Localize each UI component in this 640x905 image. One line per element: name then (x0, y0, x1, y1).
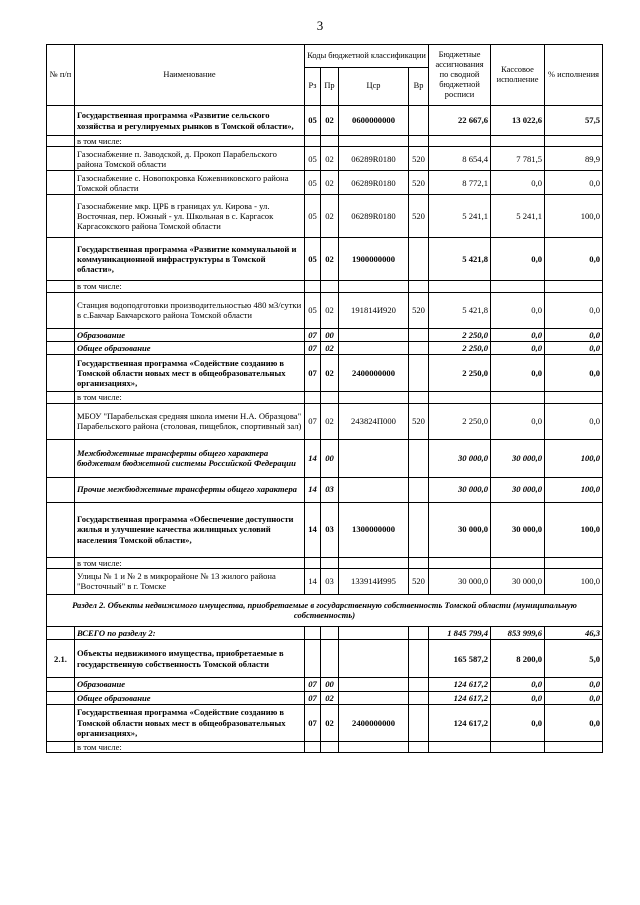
row-pct: 100,0 (545, 568, 603, 594)
table-row (47, 403, 603, 439)
row-cash: 8 200,0 (491, 640, 545, 678)
row-num: 2.1. (47, 640, 75, 678)
row-cash: 30 000,0 (491, 439, 545, 477)
row-rz: 07 (305, 341, 321, 354)
row-rz: 07 (305, 691, 321, 704)
row-pr: 02 (321, 147, 339, 171)
row-assign: 165 587,2 (429, 640, 491, 678)
table-row (47, 741, 603, 752)
row-num (47, 328, 75, 341)
row-pr (321, 626, 339, 639)
row-csr (339, 439, 409, 477)
row-csr: 191814И920 (339, 292, 409, 328)
row-vr (409, 557, 429, 568)
row-name: МБОУ "Парабельская средняя школа имени Н.А. Образцова" Парабельского района (столовая, пищеблок, спортивный зал) (75, 403, 305, 439)
row-csr: 06289R0180 (339, 147, 409, 171)
row-num (47, 704, 75, 741)
row-rz: 05 (305, 195, 321, 238)
row-name: Общее образование (75, 341, 305, 354)
table-row (47, 640, 603, 678)
row-num (47, 502, 75, 557)
header-vr: Вр (409, 68, 429, 106)
row-csr: 1900000000 (339, 238, 409, 281)
table-row (47, 691, 603, 704)
row-vr (409, 392, 429, 403)
row-num (47, 439, 75, 477)
row-cash: 30 000,0 (491, 568, 545, 594)
header-num: № п/п (47, 45, 75, 106)
row-vr: 520 (409, 147, 429, 171)
row-num (47, 195, 75, 238)
row-vr (409, 477, 429, 502)
row-csr (339, 640, 409, 678)
row-num (47, 691, 75, 704)
row-cash: 0,0 (491, 328, 545, 341)
row-rz (305, 281, 321, 292)
row-pct: 0,0 (545, 238, 603, 281)
row-cash: 13 022,6 (491, 106, 545, 136)
row-pr: 02 (321, 106, 339, 136)
row-pr: 00 (321, 678, 339, 691)
header-rz: Рз (305, 68, 321, 106)
row-pr: 02 (321, 691, 339, 704)
row-cash (491, 741, 545, 752)
row-csr (339, 678, 409, 691)
row-name: в том числе: (75, 741, 305, 752)
table-row (47, 439, 603, 477)
row-assign: 22 667,6 (429, 106, 491, 136)
row-assign: 30 000,0 (429, 502, 491, 557)
row-assign: 124 617,2 (429, 678, 491, 691)
table-row (47, 328, 603, 341)
row-num (47, 626, 75, 639)
row-name: в том числе: (75, 392, 305, 403)
row-pr: 02 (321, 355, 339, 392)
row-rz: 05 (305, 238, 321, 281)
row-csr (339, 741, 409, 752)
table-row (47, 392, 603, 403)
row-rz: 05 (305, 171, 321, 195)
row-num (47, 171, 75, 195)
row-pr: 00 (321, 439, 339, 477)
row-pct: 0,0 (545, 355, 603, 392)
table-row (47, 281, 603, 292)
row-pct: 5,0 (545, 640, 603, 678)
row-vr (409, 136, 429, 147)
row-vr (409, 704, 429, 741)
row-csr (339, 328, 409, 341)
row-pr (321, 557, 339, 568)
table-row (47, 557, 603, 568)
row-pct: 89,9 (545, 147, 603, 171)
row-pr: 00 (321, 328, 339, 341)
row-num (47, 392, 75, 403)
row-cash: 5 241,1 (491, 195, 545, 238)
row-pr (321, 281, 339, 292)
row-vr (409, 626, 429, 639)
section-1-rows (47, 106, 603, 595)
row-name: Газоснабжение п. Заводской, д. Прокоп Парабельского района Томской области (75, 147, 305, 171)
row-num (47, 557, 75, 568)
table-row (47, 171, 603, 195)
row-pr: 02 (321, 238, 339, 281)
row-num (47, 678, 75, 691)
row-name: Межбюджетные трансферты общего характера бюджетам бюджетной системы Российской Федерации (75, 439, 305, 477)
row-csr (339, 136, 409, 147)
row-name: в том числе: (75, 281, 305, 292)
row-csr (339, 557, 409, 568)
row-rz: 05 (305, 292, 321, 328)
row-csr: 1300000000 (339, 502, 409, 557)
row-assign: 124 617,2 (429, 704, 491, 741)
row-csr: 06289R0180 (339, 195, 409, 238)
row-pr (321, 640, 339, 678)
row-cash (491, 281, 545, 292)
row-pct: 0,0 (545, 328, 603, 341)
row-name: Газоснабжение мкр. ЦРБ в границах ул. Кирова - ул. Восточная, пер. Южный - ул. Школьная в с. Каргасок Каргасокского района Томской области (75, 195, 305, 238)
row-cash: 0,0 (491, 704, 545, 741)
row-pr: 03 (321, 568, 339, 594)
row-pct: 100,0 (545, 195, 603, 238)
row-num (47, 238, 75, 281)
row-vr (409, 741, 429, 752)
row-rz (305, 136, 321, 147)
row-name: Государственная программа «Развитие коммунальной и коммуникационной инфраструктуры в Томской области», (75, 238, 305, 281)
row-assign: 30 000,0 (429, 477, 491, 502)
row-pct: 0,0 (545, 691, 603, 704)
row-pr: 03 (321, 502, 339, 557)
row-assign: 2 250,0 (429, 355, 491, 392)
row-cash (491, 557, 545, 568)
table-row (47, 106, 603, 136)
row-name: Образование (75, 328, 305, 341)
row-pct (545, 392, 603, 403)
header-pr: Пр (321, 68, 339, 106)
row-vr (409, 640, 429, 678)
row-cash: 0,0 (491, 341, 545, 354)
row-cash: 7 781,5 (491, 147, 545, 171)
row-name: Объекты недвижимого имущества, приобретаемые в государственную собственность Томской области (75, 640, 305, 678)
row-name: Общее образование (75, 691, 305, 704)
row-assign: 5 241,1 (429, 195, 491, 238)
row-pct: 0,0 (545, 403, 603, 439)
row-pct: 0,0 (545, 341, 603, 354)
row-num (47, 292, 75, 328)
row-rz: 14 (305, 477, 321, 502)
row-pct: 0,0 (545, 171, 603, 195)
row-pr: 02 (321, 403, 339, 439)
table-row (47, 704, 603, 741)
row-num (47, 136, 75, 147)
row-assign: 124 617,2 (429, 691, 491, 704)
row-name: Прочие межбюджетные трансферты общего характера (75, 477, 305, 502)
row-rz: 07 (305, 704, 321, 741)
header-pct: % исполнения (545, 45, 603, 106)
row-vr (409, 691, 429, 704)
row-num (47, 281, 75, 292)
table-row (47, 341, 603, 354)
row-name: Газоснабжение с. Новопокровка Кожевниковского района Томской области (75, 171, 305, 195)
row-num (47, 147, 75, 171)
row-csr (339, 341, 409, 354)
row-pct: 57,5 (545, 106, 603, 136)
row-assign: 5 421,8 (429, 292, 491, 328)
header-codes: Коды бюджетной классификации (305, 45, 429, 68)
row-assign: 2 250,0 (429, 341, 491, 354)
header-cash: Кассовое исполнение (491, 45, 545, 106)
row-num (47, 741, 75, 752)
row-assign: 5 421,8 (429, 238, 491, 281)
row-csr (339, 691, 409, 704)
row-rz: 14 (305, 502, 321, 557)
row-csr (339, 477, 409, 502)
row-assign: 8 772,1 (429, 171, 491, 195)
row-rz (305, 557, 321, 568)
row-rz: 05 (305, 106, 321, 136)
row-name: ВСЕГО по разделу 2: (75, 626, 305, 639)
row-num (47, 341, 75, 354)
row-pr: 02 (321, 341, 339, 354)
header-assign: Бюджетные ассигнования по сводной бюджетной росписи (429, 45, 491, 106)
row-num (47, 403, 75, 439)
row-cash: 853 999,6 (491, 626, 545, 639)
table-row (47, 678, 603, 691)
row-cash: 0,0 (491, 691, 545, 704)
row-csr: 243824П000 (339, 403, 409, 439)
row-csr (339, 281, 409, 292)
budget-table (46, 44, 603, 753)
row-rz: 05 (305, 147, 321, 171)
row-vr (409, 355, 429, 392)
row-assign: 30 000,0 (429, 568, 491, 594)
row-assign: 1 845 799,4 (429, 626, 491, 639)
row-name: Образование (75, 678, 305, 691)
row-csr: 06289R0180 (339, 171, 409, 195)
row-cash: 30 000,0 (491, 502, 545, 557)
row-pct: 100,0 (545, 502, 603, 557)
table-row (47, 355, 603, 392)
row-rz: 14 (305, 568, 321, 594)
row-pr (321, 136, 339, 147)
row-pr: 02 (321, 171, 339, 195)
row-assign: 30 000,0 (429, 439, 491, 477)
row-num (47, 477, 75, 502)
row-pct: 0,0 (545, 678, 603, 691)
row-rz (305, 640, 321, 678)
row-pr (321, 392, 339, 403)
row-cash (491, 392, 545, 403)
row-vr: 520 (409, 171, 429, 195)
row-pct (545, 557, 603, 568)
row-name: в том числе: (75, 136, 305, 147)
row-assign: 8 654,4 (429, 147, 491, 171)
row-pct: 46,3 (545, 626, 603, 639)
row-rz (305, 392, 321, 403)
row-pct (545, 281, 603, 292)
row-rz: 07 (305, 403, 321, 439)
row-num (47, 106, 75, 136)
row-assign: 2 250,0 (429, 328, 491, 341)
row-pr: 03 (321, 477, 339, 502)
row-assign (429, 741, 491, 752)
row-name: Государственная программа «Развитие сельского хозяйства и регулируемых рынков в Томской области», (75, 106, 305, 136)
row-name: Государственная программа «Содействие созданию в Томской области новых мест в общеобразовательных организациях», (75, 355, 305, 392)
row-assign (429, 557, 491, 568)
row-cash (491, 136, 545, 147)
table-row (47, 292, 603, 328)
row-assign: 2 250,0 (429, 403, 491, 439)
table-row (47, 626, 603, 639)
row-vr (409, 328, 429, 341)
row-vr: 520 (409, 292, 429, 328)
row-cash: 0,0 (491, 292, 545, 328)
row-pct (545, 741, 603, 752)
row-name: Государственная программа «Содействие созданию в Томской области новых мест в общеобразовательных организациях», (75, 704, 305, 741)
header-name: Наименование (75, 45, 305, 106)
table-row (47, 147, 603, 171)
row-cash: 0,0 (491, 171, 545, 195)
row-cash: 30 000,0 (491, 477, 545, 502)
row-num (47, 568, 75, 594)
row-rz: 07 (305, 328, 321, 341)
header-csr: Цср (339, 68, 409, 106)
section-2-title: Раздел 2. Объекты недвижимого имущества, приобретаемые в государственную собственность Томской области (муниципальную собственность) (47, 594, 603, 626)
row-csr: 133914И995 (339, 568, 409, 594)
row-name: Улицы № 1 и № 2 в микрорайоне № 13 жилого района "Восточный" в г. Томске (75, 568, 305, 594)
row-rz: 07 (305, 355, 321, 392)
row-vr (409, 281, 429, 292)
row-pr: 02 (321, 292, 339, 328)
section-2-header (47, 594, 603, 626)
row-rz (305, 626, 321, 639)
row-vr: 520 (409, 195, 429, 238)
table-row (47, 502, 603, 557)
row-cash: 0,0 (491, 678, 545, 691)
row-rz: 07 (305, 678, 321, 691)
row-assign (429, 281, 491, 292)
row-csr: 2400000000 (339, 355, 409, 392)
row-vr: 520 (409, 568, 429, 594)
row-num (47, 355, 75, 392)
row-cash: 0,0 (491, 238, 545, 281)
row-name: в том числе: (75, 557, 305, 568)
row-name: Государственная программа «Обеспечение доступности жилья и улучшение качества жилищных условий населения Томской области», (75, 502, 305, 557)
row-pct: 0,0 (545, 292, 603, 328)
row-vr (409, 502, 429, 557)
table-row (47, 195, 603, 238)
table-row (47, 568, 603, 594)
row-csr: 2400000000 (339, 704, 409, 741)
table-row (47, 238, 603, 281)
row-assign (429, 392, 491, 403)
row-pct: 100,0 (545, 477, 603, 502)
row-pct (545, 136, 603, 147)
row-pr: 02 (321, 704, 339, 741)
row-vr (409, 238, 429, 281)
row-vr (409, 106, 429, 136)
row-pr (321, 741, 339, 752)
row-cash: 0,0 (491, 403, 545, 439)
row-vr: 520 (409, 403, 429, 439)
row-name: Станция водоподготовки производительностью 480 м3/сутки в с.Бакчар Бакчарского района Томской области (75, 292, 305, 328)
row-pct: 0,0 (545, 704, 603, 741)
row-vr (409, 341, 429, 354)
table-row (47, 136, 603, 147)
row-csr: 0600000000 (339, 106, 409, 136)
row-rz: 14 (305, 439, 321, 477)
row-pct: 100,0 (545, 439, 603, 477)
row-cash: 0,0 (491, 355, 545, 392)
section-2-rows (47, 626, 603, 752)
table-row (47, 477, 603, 502)
row-vr (409, 678, 429, 691)
page-number: 3 (316, 18, 324, 33)
row-pr: 02 (321, 195, 339, 238)
row-vr (409, 439, 429, 477)
row-csr (339, 626, 409, 639)
row-assign (429, 136, 491, 147)
row-csr (339, 392, 409, 403)
row-rz (305, 741, 321, 752)
